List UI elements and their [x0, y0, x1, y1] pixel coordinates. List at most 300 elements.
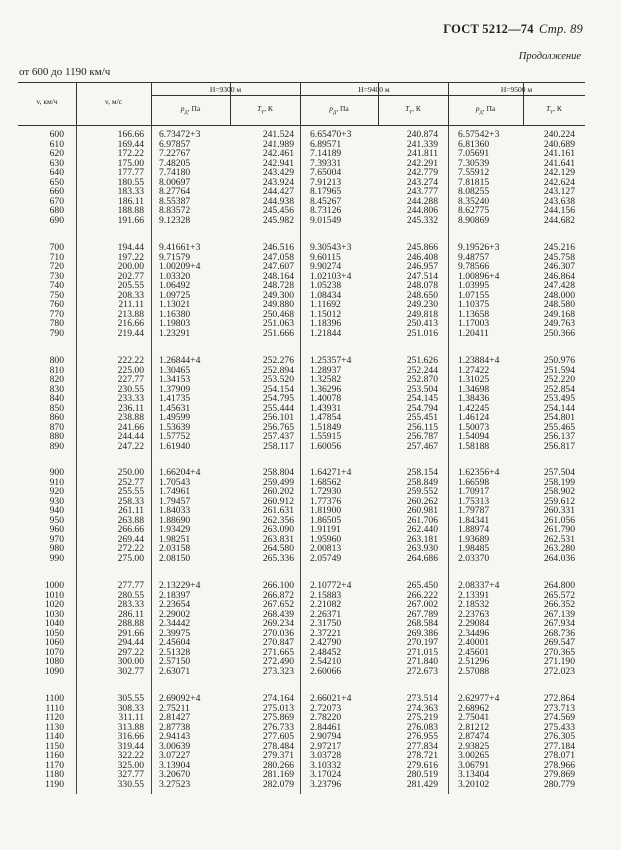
- table-cell: 1.30465: [159, 364, 191, 376]
- col-header-t-1: $T_т$, К: [257, 104, 273, 116]
- table-cell: 260.331: [543, 505, 575, 517]
- table-cell: 6.97857: [159, 138, 191, 150]
- table-cell: 278.966: [543, 759, 575, 771]
- table-cell: 2.26371: [310, 608, 342, 620]
- table-cell: 219.44: [117, 327, 144, 339]
- table-cell: 1.51849: [310, 421, 342, 433]
- table-cell: 242.461: [262, 148, 294, 160]
- table-cell: 216.66: [117, 318, 144, 330]
- table-cell: 1100: [45, 693, 64, 704]
- table-cell: 7.14189: [310, 148, 342, 160]
- table-cell: 240.874: [406, 129, 438, 140]
- table-cell: 275.00: [117, 552, 144, 564]
- table-cell: 840: [49, 393, 64, 405]
- table-cell: 2.37221: [310, 627, 342, 639]
- data-table: [18, 82, 585, 794]
- table-cell: 300.00: [117, 656, 144, 668]
- table-cell: 970: [49, 533, 64, 545]
- table-cell: 279.869: [543, 769, 575, 781]
- table-cell: 1.42245: [458, 402, 490, 414]
- table-row: [18, 413, 585, 423]
- table-cell: 620: [49, 148, 64, 160]
- table-cell: 2.29002: [159, 608, 191, 620]
- table-cell: 269.44: [117, 533, 144, 545]
- continuation-label: Продолжение: [518, 51, 581, 62]
- table-cell: 256.137: [543, 431, 575, 443]
- table-cell: 241.66: [117, 421, 144, 433]
- table-cell: 246.516: [262, 242, 294, 253]
- table-cell: 194.44: [117, 242, 144, 253]
- table-cell: 240.689: [543, 138, 575, 150]
- table-cell: 259.499: [262, 476, 294, 488]
- table-row: [18, 506, 585, 516]
- table-cell: 249.168: [543, 308, 575, 320]
- table-cell: 246.307: [543, 261, 575, 273]
- table-cell: 330.55: [117, 778, 144, 790]
- table-cell: 286.11: [117, 608, 144, 620]
- table-cell: 1080: [44, 656, 64, 668]
- table-cell: 251.594: [543, 364, 575, 376]
- table-cell: 251.063: [262, 318, 294, 330]
- group-header-h2: H=9400 м: [358, 85, 390, 94]
- table-cell: 9.19526+3: [458, 242, 500, 253]
- table-cell: 172.22: [117, 148, 144, 160]
- table-row: [18, 319, 585, 329]
- table-cell: 1.70543: [159, 476, 191, 488]
- table-cell: 294.44: [117, 637, 144, 649]
- table-cell: 277.77: [117, 580, 144, 591]
- table-cell: 252.870: [406, 374, 438, 386]
- table-cell: 253.520: [262, 374, 294, 386]
- table-cell: 850: [49, 402, 64, 414]
- table-cell: 2.18397: [159, 589, 191, 601]
- table-cell: 2.75211: [159, 702, 190, 714]
- col-header-p-3: $p_д$, Па: [475, 104, 496, 116]
- table-cell: 2.13229+4: [159, 580, 201, 591]
- row-group: [18, 130, 585, 225]
- table-cell: 7.39331: [310, 157, 342, 169]
- table-cell: 211.11: [118, 299, 144, 311]
- table-cell: 2.34442: [159, 618, 191, 630]
- table-cell: 256.817: [543, 440, 575, 452]
- table-cell: 268.736: [543, 627, 575, 639]
- table-cell: 2.23763: [458, 608, 490, 620]
- table-cell: 2.13391: [458, 589, 490, 601]
- table-cell: 268.584: [406, 618, 438, 630]
- table-row: [18, 723, 585, 733]
- table-cell: 186.11: [117, 195, 144, 207]
- table-cell: 262.356: [262, 514, 294, 526]
- table-cell: 810: [49, 364, 64, 376]
- table-cell: 246.408: [406, 251, 438, 263]
- table-cell: 243.638: [543, 195, 575, 207]
- table-cell: 760: [49, 299, 64, 311]
- table-row: [18, 300, 585, 310]
- table-cell: 288.88: [117, 618, 144, 630]
- table-cell: 9.48757: [458, 251, 490, 263]
- table-cell: 250.366: [543, 327, 575, 339]
- table-cell: 166.66: [117, 129, 144, 140]
- table-cell: 1.17003: [458, 318, 490, 330]
- table-cell: 9.01549: [310, 214, 342, 226]
- table-cell: 254.794: [406, 402, 438, 414]
- table-cell: 267.934: [543, 618, 575, 630]
- table-cell: 280.779: [543, 778, 575, 790]
- table-cell: 270.036: [262, 627, 294, 639]
- table-cell: 1.00209+4: [159, 261, 201, 273]
- table-cell: 241.524: [262, 129, 294, 140]
- table-cell: 260.912: [262, 495, 294, 507]
- table-cell: 1.16380: [159, 308, 191, 320]
- table-cell: 248.650: [406, 289, 438, 301]
- table-cell: 3.00265: [458, 750, 490, 762]
- table-cell: 1.84033: [159, 505, 191, 517]
- table-cell: 263.090: [262, 524, 294, 536]
- table-row: [18, 366, 585, 376]
- table-cell: 213.88: [117, 308, 144, 320]
- table-row: [18, 187, 585, 197]
- table-cell: 8.73126: [310, 205, 342, 217]
- table-cell: 248.164: [262, 270, 294, 282]
- table-cell: 1.38436: [458, 393, 490, 405]
- table-row: [18, 694, 585, 704]
- table-cell: 265.450: [406, 580, 438, 591]
- col-header-v-kmh: v, км/ч: [36, 97, 58, 106]
- table-cell: 272.673: [406, 665, 438, 677]
- table-cell: 1.98251: [159, 533, 191, 545]
- table-cell: 254.801: [543, 412, 575, 424]
- table-cell: 2.45604: [159, 637, 191, 649]
- table-row: [18, 497, 585, 507]
- table-cell: 2.63071: [159, 665, 191, 677]
- table-cell: 253.495: [543, 393, 575, 405]
- table-cell: 2.81212: [458, 721, 490, 733]
- table-cell: 650: [49, 176, 64, 188]
- table-cell: 258.804: [262, 467, 294, 478]
- table-cell: 251.016: [406, 327, 438, 339]
- table-cell: 249.300: [262, 289, 294, 301]
- table-row: [18, 216, 585, 226]
- table-cell: 1.31025: [458, 374, 490, 386]
- table-cell: 740: [49, 280, 64, 292]
- table-cell: 2.42790: [310, 637, 342, 649]
- table-cell: 273.713: [543, 702, 575, 714]
- table-cell: 244.806: [406, 205, 438, 217]
- table-cell: 191.66: [117, 214, 144, 226]
- table-cell: 2.05749: [310, 552, 342, 564]
- table-cell: 8.90869: [458, 214, 490, 226]
- table-cell: 238.88: [117, 412, 144, 424]
- table-cell: 1.37909: [159, 383, 191, 395]
- table-cell: 710: [49, 251, 64, 263]
- table-cell: 600: [49, 129, 64, 140]
- table-cell: 252.244: [406, 364, 438, 376]
- table-cell: 2.62977+4: [458, 693, 500, 704]
- table-cell: 2.90794: [310, 731, 342, 743]
- table-cell: 254.795: [262, 393, 294, 405]
- table-cell: 8.35240: [458, 195, 490, 207]
- table-cell: 1.88690: [159, 514, 191, 526]
- table-cell: 2.75041: [458, 712, 490, 724]
- table-cell: 264.036: [543, 552, 575, 564]
- table-cell: 1040: [44, 618, 64, 630]
- table-cell: 6.73472+3: [159, 129, 201, 140]
- table-cell: 230.55: [117, 383, 144, 395]
- col-header-p-2: $p_д$, Па: [329, 104, 349, 116]
- table-cell: 950: [49, 514, 64, 526]
- table-cell: 2.03158: [159, 543, 191, 555]
- table-cell: 274.164: [262, 693, 294, 704]
- table-cell: 258.199: [543, 476, 575, 488]
- table-cell: 175.00: [117, 157, 144, 169]
- table-cell: 319.44: [117, 740, 144, 752]
- table-cell: 254.154: [262, 383, 294, 395]
- table-cell: 245.456: [262, 205, 294, 217]
- table-cell: 2.87474: [458, 731, 490, 743]
- table-cell: 8.08255: [458, 186, 490, 198]
- table-row: [18, 159, 585, 169]
- table-cell: 820: [49, 374, 64, 386]
- table-cell: 9.12328: [159, 214, 191, 226]
- table-cell: 241.161: [543, 148, 575, 160]
- table-cell: 990: [49, 552, 64, 564]
- table-cell: 1.84341: [458, 514, 490, 526]
- table-cell: 1.91191: [310, 524, 341, 536]
- table-cell: 610: [49, 138, 64, 150]
- table-row: [18, 478, 585, 488]
- table-cell: 800: [49, 355, 64, 366]
- table-cell: 1.77376: [310, 495, 342, 507]
- table-cell: 244.288: [406, 195, 438, 207]
- table-cell: 263.930: [406, 543, 438, 555]
- table-cell: 1110: [45, 702, 64, 714]
- row-group: [18, 356, 585, 451]
- table-row: [18, 751, 585, 761]
- table-cell: 2.45601: [458, 646, 490, 658]
- table-cell: 1.40078: [310, 393, 342, 405]
- table-cell: 1020: [44, 599, 64, 611]
- table-cell: 2.10772+4: [310, 580, 352, 591]
- table-row: [18, 535, 585, 545]
- table-cell: 1.66204+4: [159, 467, 201, 478]
- table-row: [18, 468, 585, 478]
- table-cell: 1.70917: [458, 486, 490, 498]
- table-cell: 8.00697: [159, 176, 191, 188]
- table-cell: 263.831: [262, 533, 294, 545]
- table-cell: 3.17024: [310, 769, 342, 781]
- table-cell: 1.68562: [310, 476, 342, 488]
- table-row: [18, 667, 585, 677]
- table-cell: 272.490: [262, 656, 294, 668]
- table-cell: 261.056: [543, 514, 575, 526]
- table-cell: 251.626: [406, 355, 438, 366]
- table-cell: 243.274: [406, 176, 438, 188]
- row-group: [18, 694, 585, 789]
- table-cell: 690: [49, 214, 64, 226]
- table-cell: 250.00: [117, 467, 144, 478]
- table-cell: 265.572: [543, 589, 575, 601]
- table-cell: 271.015: [406, 646, 438, 658]
- table-cell: 680: [49, 205, 64, 217]
- table-row: [18, 262, 585, 272]
- table-cell: 252.854: [543, 383, 575, 395]
- table-cell: 1060: [44, 637, 64, 649]
- table-row: [18, 432, 585, 442]
- table-cell: 278.721: [406, 750, 438, 762]
- table-cell: 1.26844+4: [159, 355, 201, 366]
- table-cell: 242.779: [406, 167, 438, 179]
- table-cell: 2.29084: [458, 618, 490, 630]
- table-cell: 270.847: [262, 637, 294, 649]
- table-cell: 1.53639: [159, 421, 191, 433]
- table-cell: 9.60115: [310, 251, 341, 263]
- table-row: [18, 197, 585, 207]
- table-cell: 8.62775: [458, 205, 490, 217]
- table-cell: 242.129: [543, 167, 575, 179]
- table-cell: 249.230: [406, 299, 438, 311]
- table-row: [18, 554, 585, 564]
- table-cell: 2.93825: [458, 740, 490, 752]
- table-cell: 253.504: [406, 383, 438, 395]
- table-cell: 2.57150: [159, 656, 191, 668]
- table-row: [18, 206, 585, 216]
- table-row: [18, 761, 585, 771]
- table-cell: 940: [49, 505, 64, 517]
- table-cell: 266.66: [117, 524, 144, 536]
- table-cell: 277.184: [543, 740, 575, 752]
- table-cell: 2.84461: [310, 721, 342, 733]
- row-group: [18, 243, 585, 338]
- table-cell: 243.924: [262, 176, 294, 188]
- table-row: [18, 375, 585, 385]
- table-cell: 6.65470+3: [310, 129, 352, 140]
- table-cell: 7.81815: [458, 176, 490, 188]
- table-cell: 7.74180: [159, 167, 191, 179]
- table-cell: 264.686: [406, 552, 438, 564]
- table-cell: 202.77: [117, 270, 144, 282]
- table-cell: 208.33: [117, 289, 144, 301]
- table-cell: 327.77: [117, 769, 144, 781]
- table-cell: 247.058: [262, 251, 294, 263]
- table-cell: 271.840: [406, 656, 438, 668]
- table-cell: 252.220: [543, 374, 575, 386]
- table-cell: 264.800: [543, 580, 575, 591]
- table-cell: 271.665: [262, 646, 294, 658]
- table-cell: 259.552: [406, 486, 438, 498]
- table-cell: 242.624: [543, 176, 575, 188]
- table-cell: 1.34153: [159, 374, 191, 386]
- table-cell: 7.55912: [458, 167, 490, 179]
- table-cell: 271.190: [543, 656, 575, 668]
- table-row: [18, 713, 585, 723]
- table-cell: 247.428: [543, 280, 575, 292]
- table-cell: 6.81360: [458, 138, 490, 150]
- table-cell: 1.66598: [458, 476, 490, 488]
- table-row: [18, 423, 585, 433]
- table-cell: 930: [49, 495, 64, 507]
- table-cell: 2.72073: [310, 702, 342, 714]
- table-cell: 276.733: [262, 721, 294, 733]
- standard-title: ГОСТ 5212—74: [443, 22, 534, 36]
- table-cell: 269.386: [406, 627, 438, 639]
- table-cell: 1.23291: [159, 327, 191, 339]
- table-cell: 1.21844: [310, 327, 342, 339]
- table-cell: 790: [49, 327, 64, 339]
- table-cell: 264.580: [262, 543, 294, 555]
- table-cell: 256.787: [406, 431, 438, 443]
- table-cell: 245.332: [406, 214, 438, 226]
- table-cell: 1.60056: [310, 440, 342, 452]
- table-cell: 281.429: [406, 778, 438, 790]
- table-cell: 291.66: [117, 627, 144, 639]
- table-cell: 3.03728: [310, 750, 342, 762]
- table-cell: 1120: [45, 712, 64, 724]
- table-cell: 2.66021+4: [310, 693, 352, 704]
- table-cell: 1.43931: [310, 402, 342, 414]
- table-cell: 250.468: [262, 308, 294, 320]
- table-cell: 267.789: [406, 608, 438, 620]
- table-cell: 244.938: [262, 195, 294, 207]
- table-cell: 1.98485: [458, 543, 490, 555]
- table-cell: 267.139: [543, 608, 575, 620]
- table-cell: 1.72930: [310, 486, 342, 498]
- col-header-v-ms: v, м/с: [104, 97, 123, 106]
- table-cell: 2.60066: [310, 665, 342, 677]
- table-cell: 272.22: [117, 543, 144, 555]
- table-cell: 9.90274: [310, 261, 342, 273]
- table-cell: 1.45631: [159, 402, 191, 414]
- table-cell: 261.790: [543, 524, 575, 536]
- table-cell: 8.45267: [310, 195, 342, 207]
- table-cell: 3.20102: [458, 778, 490, 790]
- table-cell: 1.09725: [159, 289, 191, 301]
- table-cell: 2.21082: [310, 599, 342, 611]
- table-cell: 249.880: [262, 299, 294, 311]
- table-cell: 1190: [45, 778, 64, 790]
- table-cell: 1.27422: [458, 364, 490, 376]
- table-row: [18, 648, 585, 658]
- table-cell: 243.429: [262, 167, 294, 179]
- table-cell: 269.234: [262, 618, 294, 630]
- table-cell: 272.023: [543, 665, 575, 677]
- table-cell: 249.818: [406, 308, 438, 320]
- table-cell: 266.222: [406, 589, 438, 601]
- col-header-t-3: $T_т$, К: [546, 104, 562, 116]
- table-cell: 770: [49, 308, 64, 320]
- table-cell: 245.982: [262, 214, 294, 226]
- table-cell: 256.101: [262, 412, 294, 424]
- table-cell: 2.54210: [310, 656, 342, 668]
- table-cell: 980: [49, 543, 64, 555]
- table-cell: 245.216: [543, 242, 575, 253]
- table-cell: 730: [49, 270, 64, 282]
- table-cell: 670: [49, 195, 64, 207]
- table-cell: 9.71579: [159, 251, 191, 263]
- table-row: [18, 394, 585, 404]
- table-cell: 260.202: [262, 486, 294, 498]
- table-cell: 241.989: [262, 138, 294, 150]
- table-cell: 246.864: [543, 270, 575, 282]
- table-cell: 255.55: [117, 486, 144, 498]
- table-cell: 1.03995: [458, 280, 490, 292]
- table-cell: 1150: [45, 740, 64, 752]
- table-cell: 1.79787: [458, 505, 490, 517]
- table-cell: 248.580: [543, 299, 575, 311]
- table-row: [18, 629, 585, 639]
- range-label: от 600 до 1190 км/ч: [19, 66, 111, 78]
- row-group: [18, 468, 585, 563]
- table-cell: 1.11692: [310, 299, 341, 311]
